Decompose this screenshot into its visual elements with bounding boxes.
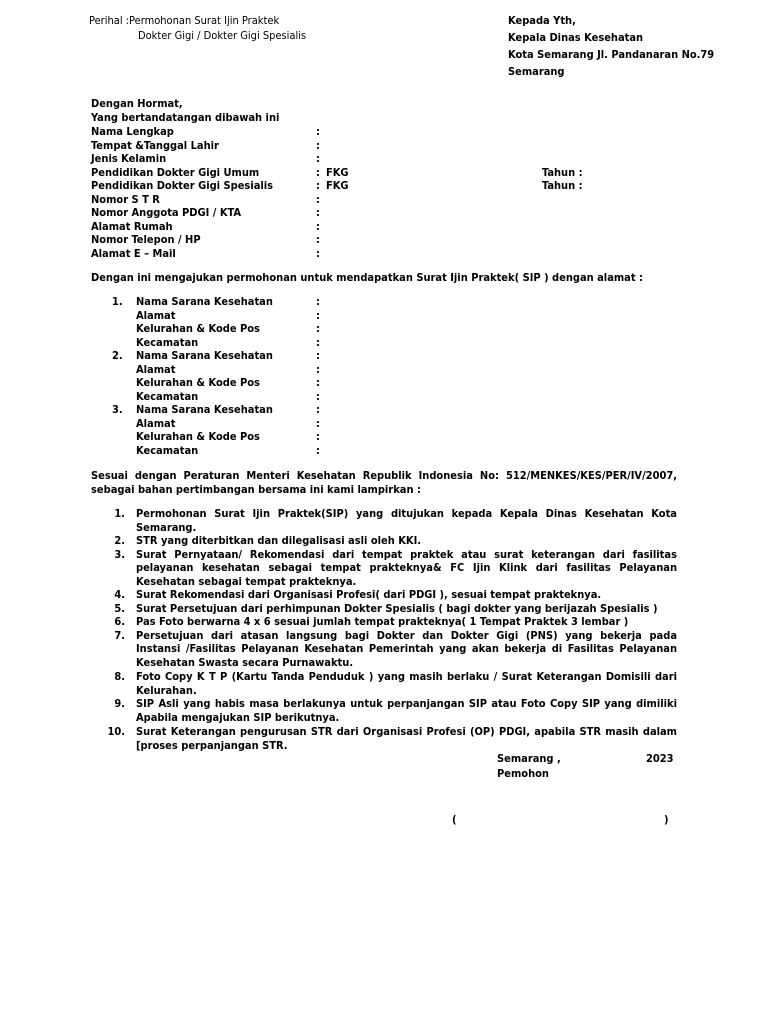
requirement-line: STR yang diterbitkan dan dilegalisasi asli oleh KKI.	[136, 534, 422, 547]
requirement-line: Surat Keterangan pengurusan STR dari Organisasi Profesi (OP) PDGI, apabila STR masih dalam	[136, 725, 677, 738]
recipient-line: Semarang	[508, 65, 565, 78]
requirement-number: 9.	[114, 697, 125, 710]
requirement-line: Foto Copy K T P (Kartu Tanda Penduduk ) yang masih berlaku / Surat Keterangan Domisili dari	[136, 670, 677, 683]
location-field-label: Alamat	[136, 416, 176, 430]
field-colon: :	[316, 179, 320, 192]
requirement-number: 4.	[114, 588, 125, 601]
location-field-label: Kecamatan	[136, 335, 199, 349]
location-field	[136, 443, 320, 458]
field-year: Tahun :	[542, 165, 583, 179]
field-value: FKG	[326, 165, 349, 179]
field-colon: :	[316, 308, 320, 322]
requirement-number: 10.	[107, 725, 125, 738]
location-field	[136, 403, 320, 417]
location-field	[136, 295, 320, 309]
field-colon: :	[316, 430, 320, 443]
requirement-line: Semarang.	[136, 520, 197, 534]
requirement-item	[136, 548, 677, 589]
regulation-line: Sesuai dengan Peraturan Menteri Kesehatan Republik Indonesia No: 512/MENKES/KES/PER/IV/2007,	[91, 469, 677, 482]
requirement-line: [proses perpanjangan STR.	[136, 738, 288, 752]
field-label: Pendidikan Dokter Gigi Spesialis	[91, 179, 274, 192]
requirement-line: Kesehatan sebagai tempat prakteknya.	[136, 574, 357, 588]
requirement-number: 3.	[114, 547, 125, 561]
requirement-number: 1.	[114, 507, 125, 520]
recipient-line: Kota Semarang Jl. Pandanaran No.79	[508, 48, 715, 61]
location-field-label: Kelurahan & Kode Pos	[136, 430, 260, 443]
field-colon: :	[316, 138, 320, 152]
field-colon: :	[316, 362, 320, 376]
field-colon: :	[316, 349, 320, 362]
field-colon: :	[316, 246, 320, 260]
location-field	[136, 349, 320, 363]
requirement-line: Surat Rekomendasi dari Organisasi Profesi( dari PDGI ), sesuai tempat prakteknya.	[136, 588, 602, 601]
requirement-line: Permohonan Surat Ijin Praktek(SIP) yang ditujukan kepada Kepala Dinas Kesehatan Kota	[136, 507, 677, 520]
field-label: Jenis Kelamin	[91, 152, 167, 165]
location-number: 1.	[112, 295, 123, 308]
location-field-label: Nama Sarana Kesehatan	[136, 403, 273, 416]
field-colon: :	[316, 192, 320, 206]
field-label: Nomor Telepon / HP	[91, 233, 201, 246]
location-field-label: Kelurahan & Kode Pos	[136, 376, 260, 389]
location-field	[136, 362, 320, 377]
location-field	[136, 335, 320, 350]
requirement-item	[136, 670, 677, 697]
requirement-item	[136, 534, 677, 548]
location-field-label: Nama Sarana Kesehatan	[136, 349, 273, 362]
requirement-item	[136, 725, 677, 752]
location-field-label: Kelurahan & Kode Pos	[136, 322, 260, 335]
recipient-line: Kepada Yth,	[508, 14, 576, 27]
requirement-item	[136, 697, 677, 724]
requirement-line: Persetujuan dari atasan langsung bagi Dokter dan Dokter Gigi (PNS) yang bekerja pada	[136, 628, 677, 642]
location-field	[136, 322, 320, 336]
regulation-line: sebagai bahan pertimbangan bersama ini kami lampirkan :	[91, 482, 421, 496]
location-field	[136, 430, 320, 444]
location-field	[136, 308, 320, 323]
location-number: 2.	[112, 349, 123, 362]
field-colon: :	[316, 152, 320, 165]
subject-label: Perihal :	[89, 14, 130, 27]
requirement-line: Surat Persetujuan dari perhimpunan Dokter Spesialis ( bagi dokter yang berijazah Spesialis )	[136, 601, 658, 615]
recipient-address	[508, 12, 714, 80]
requirement-item	[136, 602, 677, 616]
requirement-number: 7.	[114, 628, 125, 642]
requirement-line: pelayanan kesehatan sebagai tempat prakteknya& FC Ijin Klink dari fasilitas Pelayanan	[136, 561, 677, 575]
requirement-item	[136, 507, 677, 534]
field-label: Nomor Anggota PDGI / KTA	[91, 206, 242, 219]
requirement-number: 2.	[114, 534, 125, 547]
field-colon: :	[316, 443, 320, 457]
field-colon: :	[316, 322, 320, 335]
location-field-label: Kecamatan	[136, 443, 199, 457]
field-year: Tahun :	[542, 179, 583, 192]
subject-line-2: Dokter Gigi / Dokter Gigi Spesialis	[138, 29, 307, 42]
location-field	[136, 376, 320, 390]
location-field-label: Alamat	[136, 362, 176, 376]
field-value: FKG	[326, 179, 349, 192]
field-colon: :	[316, 416, 320, 430]
request-statement: Dengan ini mengajukan permohonan untuk mendapatkan Surat Ijin Praktek( SIP ) dengan alamat :	[91, 271, 643, 284]
field-colon: :	[316, 295, 320, 308]
requirement-item	[136, 629, 677, 670]
location-field	[136, 416, 320, 431]
requirement-line: Instansi /Fasilitas Pelayanan Kesehatan Pemerintah yang akan bekerja di Fasilitas Pelayanan	[136, 642, 677, 656]
field-label: Nomor S T R	[91, 192, 160, 206]
requirement-number: 6.	[114, 615, 125, 628]
field-colon: :	[316, 335, 320, 349]
requirement-line: Kesehatan Swasta secara Purnawaktu.	[136, 655, 354, 669]
field-colon: :	[316, 125, 320, 138]
requirement-line: SIP Asli yang habis masa berlakunya untuk perpanjangan SIP atau Foto Copy SIP yang dimiliki	[136, 697, 677, 710]
requirement-line: Pas Foto berwarna 4 x 6 sesuai jumlah tempat prakteknya( 1 Tempat Praktek 3 lembar )	[136, 615, 629, 628]
requirement-item	[136, 588, 677, 602]
location-number: 3.	[112, 403, 123, 416]
subject-line-1	[89, 14, 279, 28]
field-label: Tempat &Tanggal Lahir	[91, 138, 219, 152]
field-colon: :	[316, 165, 320, 179]
requirement-line: Apabila mengajukan SIP berikutnya.	[136, 710, 340, 724]
field-colon: :	[316, 403, 320, 416]
field-colon: :	[316, 206, 320, 219]
signature-year: 2023	[646, 752, 674, 765]
field-colon: :	[316, 233, 320, 246]
requirement-number: 8.	[114, 670, 125, 683]
field-colon: :	[316, 389, 320, 403]
signature-paren-open: (	[452, 813, 457, 826]
recipient-line: Kepala Dinas Kesehatan	[508, 31, 644, 44]
subject-title: Permohonan Surat Ijin Praktek	[129, 14, 280, 27]
requirement-line: Surat Pernyataan/ Rekomendasi dari tempat praktek atau surat keterangan dari fasilitas	[136, 547, 677, 561]
field-colon: :	[316, 376, 320, 389]
requirement-number: 5.	[114, 601, 125, 615]
field-label: Pendidikan Dokter Gigi Umum	[91, 165, 260, 179]
field-colon: :	[316, 219, 320, 233]
intro-text: Yang bertandatangan dibawah ini	[91, 111, 280, 124]
signature-paren-close: )	[664, 813, 669, 826]
requirement-line: Kelurahan.	[136, 683, 197, 697]
signature-role: Pemohon	[497, 767, 549, 780]
signature-place: Semarang ,	[497, 752, 561, 765]
greeting: Dengan Hormat,	[91, 97, 183, 110]
regulation-paragraph	[91, 469, 677, 496]
field-label: Alamat Rumah	[91, 219, 173, 233]
field-label: Alamat E – Mail	[91, 246, 176, 260]
location-field-label: Kecamatan	[136, 389, 199, 403]
field-label: Nama Lengkap	[91, 125, 174, 138]
location-field-label: Alamat	[136, 308, 176, 322]
requirement-item	[136, 615, 677, 629]
location-field-label: Nama Sarana Kesehatan	[136, 295, 273, 308]
location-field	[136, 389, 320, 404]
